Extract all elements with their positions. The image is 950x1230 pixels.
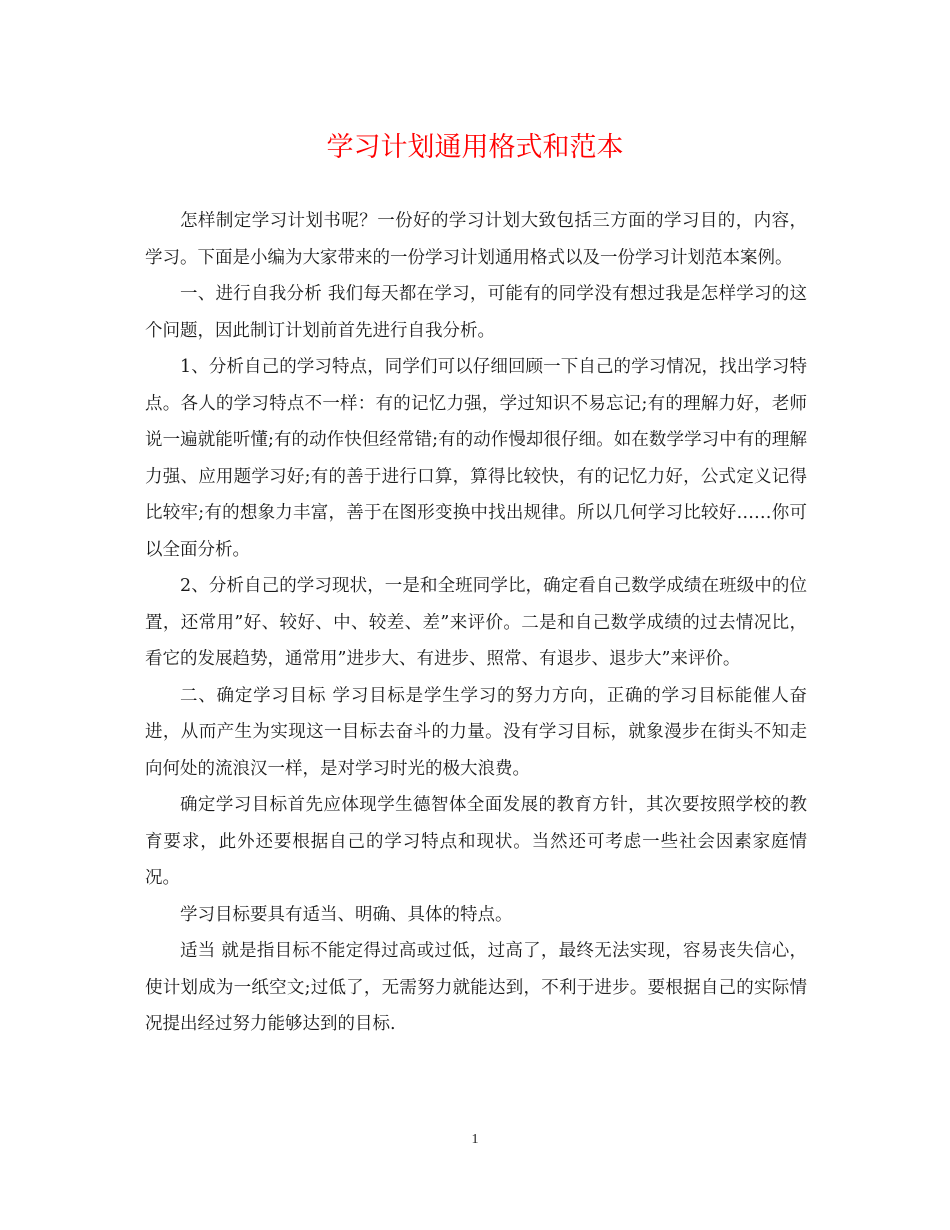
document-title: 学习计划通用格式和范本 xyxy=(326,132,624,163)
paragraph: 1、分析自己的学习特点，同学们可以仔细回顾一下自己的学习情况，找出学习特点。各人的学习特点不一样：有的记忆力强，学过知识不易忘记;有的理解力好，老师说一遍就能听懂;有的动作快但经常错;有的动作慢却很仔细。如在数学学习中有的理解力强、应用题学习好;有的善于进行口算，算得比较快，有的记忆力好，公式定义记得比较牢;有的想象力丰富，善于在图形变换中找出规律。所以几何学习比较好……你可以全面分析。 xyxy=(145,357,807,560)
paragraph: 怎样制定学习计划书呢？一份好的学习计划大致包括三方面的学习目的，内容，学习。下面是小编为大家带来的一份学习计划通用格式以及一份学习计划范本案例。 xyxy=(145,211,807,268)
paragraph: 2、分析自己的学习现状，一是和全班同学比，确定看自己数学成绩在班级中的位置，还常用”好、较好、中、较差、差”来评价。二是和自己数学成绩的过去情况比，看它的发展趋势，通常用”进步大、有进步、照常、有退步、退步大”来评价。 xyxy=(145,576,807,669)
page-number: 1 xyxy=(471,1132,479,1147)
paragraph: 学习目标要具有适当、明确、具体的特点。 xyxy=(180,904,513,925)
paragraph: 一、进行自我分析 我们每天都在学习，可能有的同学没有想过我是怎样学习的这个问题，因此制订计划前首先进行自我分析。 xyxy=(145,284,807,341)
paragraph: 确定学习目标首先应体现学生德智体全面发展的教育方针，其次要按照学校的教育要求，此外还要根据自己的学习特点和现状。当然还可考虑一些社会因素家庭情况。 xyxy=(145,795,807,888)
paragraph: 二、确定学习目标 学习目标是学生学习的努力方向，正确的学习目标能催人奋进，从而产生为实现这一目标去奋斗的力量。没有学习目标，就象漫步在街头不知走向何处的流浪汉一样，是对学习时光的极大浪费。 xyxy=(145,685,807,779)
paragraph: 适当 就是指目标不能定得过高或过低，过高了，最终无法实现，容易丧失信心，使计划成为一纸空文;过低了，无需努力就能达到，不利于进步。要根据自己的实际情况提出经过努力能够达到的目标. xyxy=(145,941,807,1034)
document-body xyxy=(145,203,807,1043)
